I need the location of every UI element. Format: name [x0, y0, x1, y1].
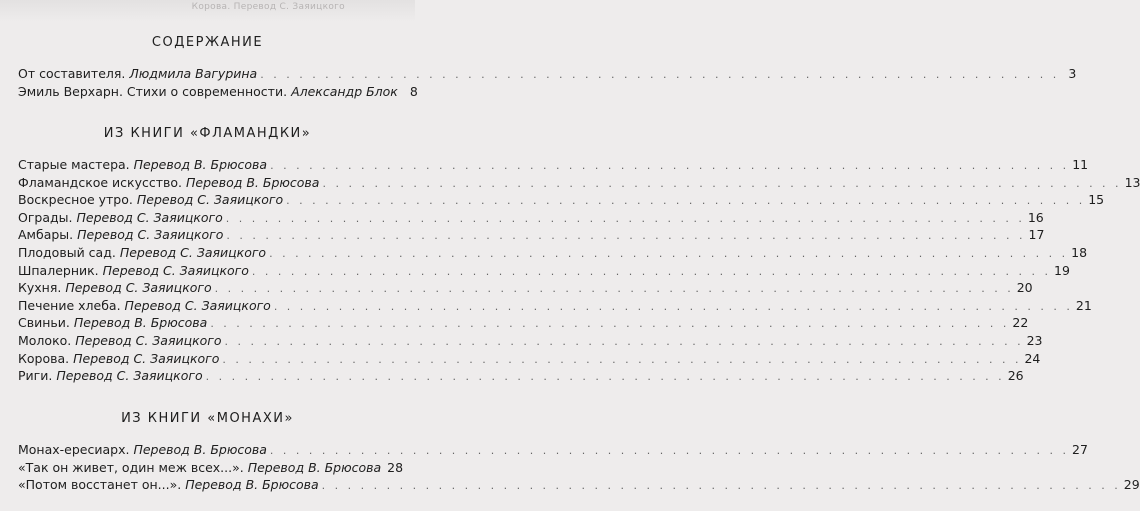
entry-translator: Людмила Вагурина [129, 66, 258, 81]
dot-leader [270, 157, 1069, 175]
entry-title: Старые мастера. [18, 157, 130, 172]
entry-page-number: 19 [1054, 262, 1070, 278]
entry-page-number: 29 [1123, 477, 1140, 493]
entry-page-number: 26 [1007, 368, 1024, 384]
bleed-through-header [0, 0, 415, 22]
toc-entry[interactable] [18, 476, 1140, 494]
entry-translator: Александр Блок [291, 83, 398, 99]
dot-leader [286, 192, 1085, 210]
entry-title: Амбары. [18, 227, 74, 243]
toc-entry[interactable] [18, 297, 1092, 315]
toc-entry[interactable] [18, 244, 1088, 262]
entry-title: Монах-ересиарх. [18, 442, 130, 457]
entry-page-number: 23 [1026, 332, 1043, 348]
toc-entry[interactable] [18, 65, 1077, 83]
dot-leader [226, 227, 1025, 245]
entry-page-number: 20 [1016, 280, 1033, 296]
entry-title: «Так он живет, один меж всех...». [18, 459, 244, 475]
dot-leader [270, 442, 1069, 460]
entry-title: Ограды. [18, 209, 73, 225]
entry-page-number: 22 [1012, 315, 1029, 331]
entry-page-number: 21 [1075, 297, 1092, 313]
bleed-through-text: Корова. Перевод С. Заяицкого [191, 2, 345, 12]
dot-leader [225, 333, 1024, 351]
toc-entry[interactable] [18, 279, 1033, 297]
entry-title: Плодовый сад. [18, 244, 116, 260]
toc-entry[interactable] [18, 209, 1044, 227]
dot-leader [322, 477, 1121, 495]
dot-leader [252, 263, 1051, 281]
entry-title: Воскресное утро. [18, 192, 133, 208]
entry-translator: Перевод С. Заяицкого [73, 350, 220, 366]
entry-title: Фламандское искусство. [18, 174, 183, 190]
toc-entry[interactable] [18, 156, 1089, 174]
toc-entry[interactable] [18, 174, 1140, 192]
entry-translator: Перевод С. Заяицкого [65, 280, 212, 296]
entry-translator: Перевод В. Брюсова [186, 174, 320, 190]
toc-entry[interactable] [18, 441, 1088, 459]
entry-page-number: 24 [1024, 350, 1041, 366]
entry-translator: Перевод В. Брюсова [133, 157, 268, 172]
toc-entry[interactable] [18, 83, 418, 101]
entry-title: Кухня. [18, 280, 62, 296]
entry-title: Эмиль Верхарн. Стихи о современности. [18, 83, 288, 99]
toc-entry[interactable] [18, 459, 404, 477]
entry-page-number: 27 [1072, 442, 1088, 457]
toc-entry[interactable] [18, 332, 1043, 350]
toc-entry[interactable] [18, 226, 1045, 244]
toc-monakhi-list [18, 441, 1140, 494]
entry-translator: Перевод С. Заяицкого [77, 227, 224, 243]
dot-leader [222, 351, 1021, 369]
entry-title: От составителя. [18, 66, 126, 81]
toc-entry[interactable] [18, 367, 1024, 385]
toc-entry[interactable] [18, 262, 1070, 280]
entry-translator: Перевод С. Заяицкого [124, 297, 271, 313]
dot-leader [226, 210, 1025, 228]
entry-translator: Перевод С. Заяицкого [56, 368, 203, 384]
dot-leader [274, 298, 1073, 316]
entry-translator: Перевод В. Брюсова [247, 459, 382, 475]
entry-title: Свиньи. [18, 315, 70, 331]
entry-translator: Перевод В. Брюсова [73, 315, 208, 331]
entry-title: Шпалерник. [18, 262, 99, 278]
entry-page-number: 3 [1068, 66, 1077, 81]
entry-title: Молоко. [18, 332, 72, 348]
dot-leader [210, 315, 1009, 333]
toc-entry[interactable] [18, 314, 1029, 332]
entry-page-number: 28 [387, 459, 404, 475]
entry-translator: Перевод В. Брюсова [185, 477, 319, 493]
toc-entry[interactable] [18, 350, 1041, 368]
entry-translator: Перевод С. Заяицкого [119, 244, 267, 260]
entry-translator: Перевод С. Заяицкого [76, 209, 223, 225]
dot-leader [322, 175, 1121, 193]
page-title: СОДЕРЖАНИЕ [151, 35, 264, 50]
dot-leader [269, 245, 1068, 263]
entry-title: Печение хлеба. [18, 297, 121, 313]
entry-title: Риги. [18, 368, 53, 384]
entry-translator: Перевод В. Брюсова [133, 442, 267, 457]
entry-page-number: 17 [1028, 227, 1045, 243]
entry-page-number: 13 [1124, 174, 1140, 190]
toc-flamandki-list [18, 156, 1140, 385]
section-heading-monakhi: ИЗ КНИГИ «МОНАХИ» [121, 411, 294, 426]
entry-translator: Перевод С. Заяицкого [75, 332, 222, 348]
dot-leader [206, 368, 1005, 386]
entry-page-number: 15 [1088, 192, 1105, 208]
toc-entry[interactable] [18, 191, 1105, 209]
entry-title: Корова. [18, 350, 70, 366]
dot-leader [260, 66, 1059, 84]
toc-intro-list [18, 65, 1077, 100]
entry-page-number: 8 [409, 83, 418, 99]
entry-translator: Перевод С. Заяицкого [136, 192, 284, 208]
section-heading-flamandki: ИЗ КНИГИ «ФЛАМАНДКИ» [103, 126, 312, 141]
entry-title: «Потом восстанет он...». [18, 477, 182, 493]
entry-page-number: 11 [1072, 157, 1089, 172]
entry-translator: Перевод С. Заяицкого [102, 262, 249, 278]
entry-page-number: 16 [1027, 209, 1044, 225]
entry-page-number: 18 [1071, 244, 1088, 260]
dot-leader [215, 280, 1014, 298]
